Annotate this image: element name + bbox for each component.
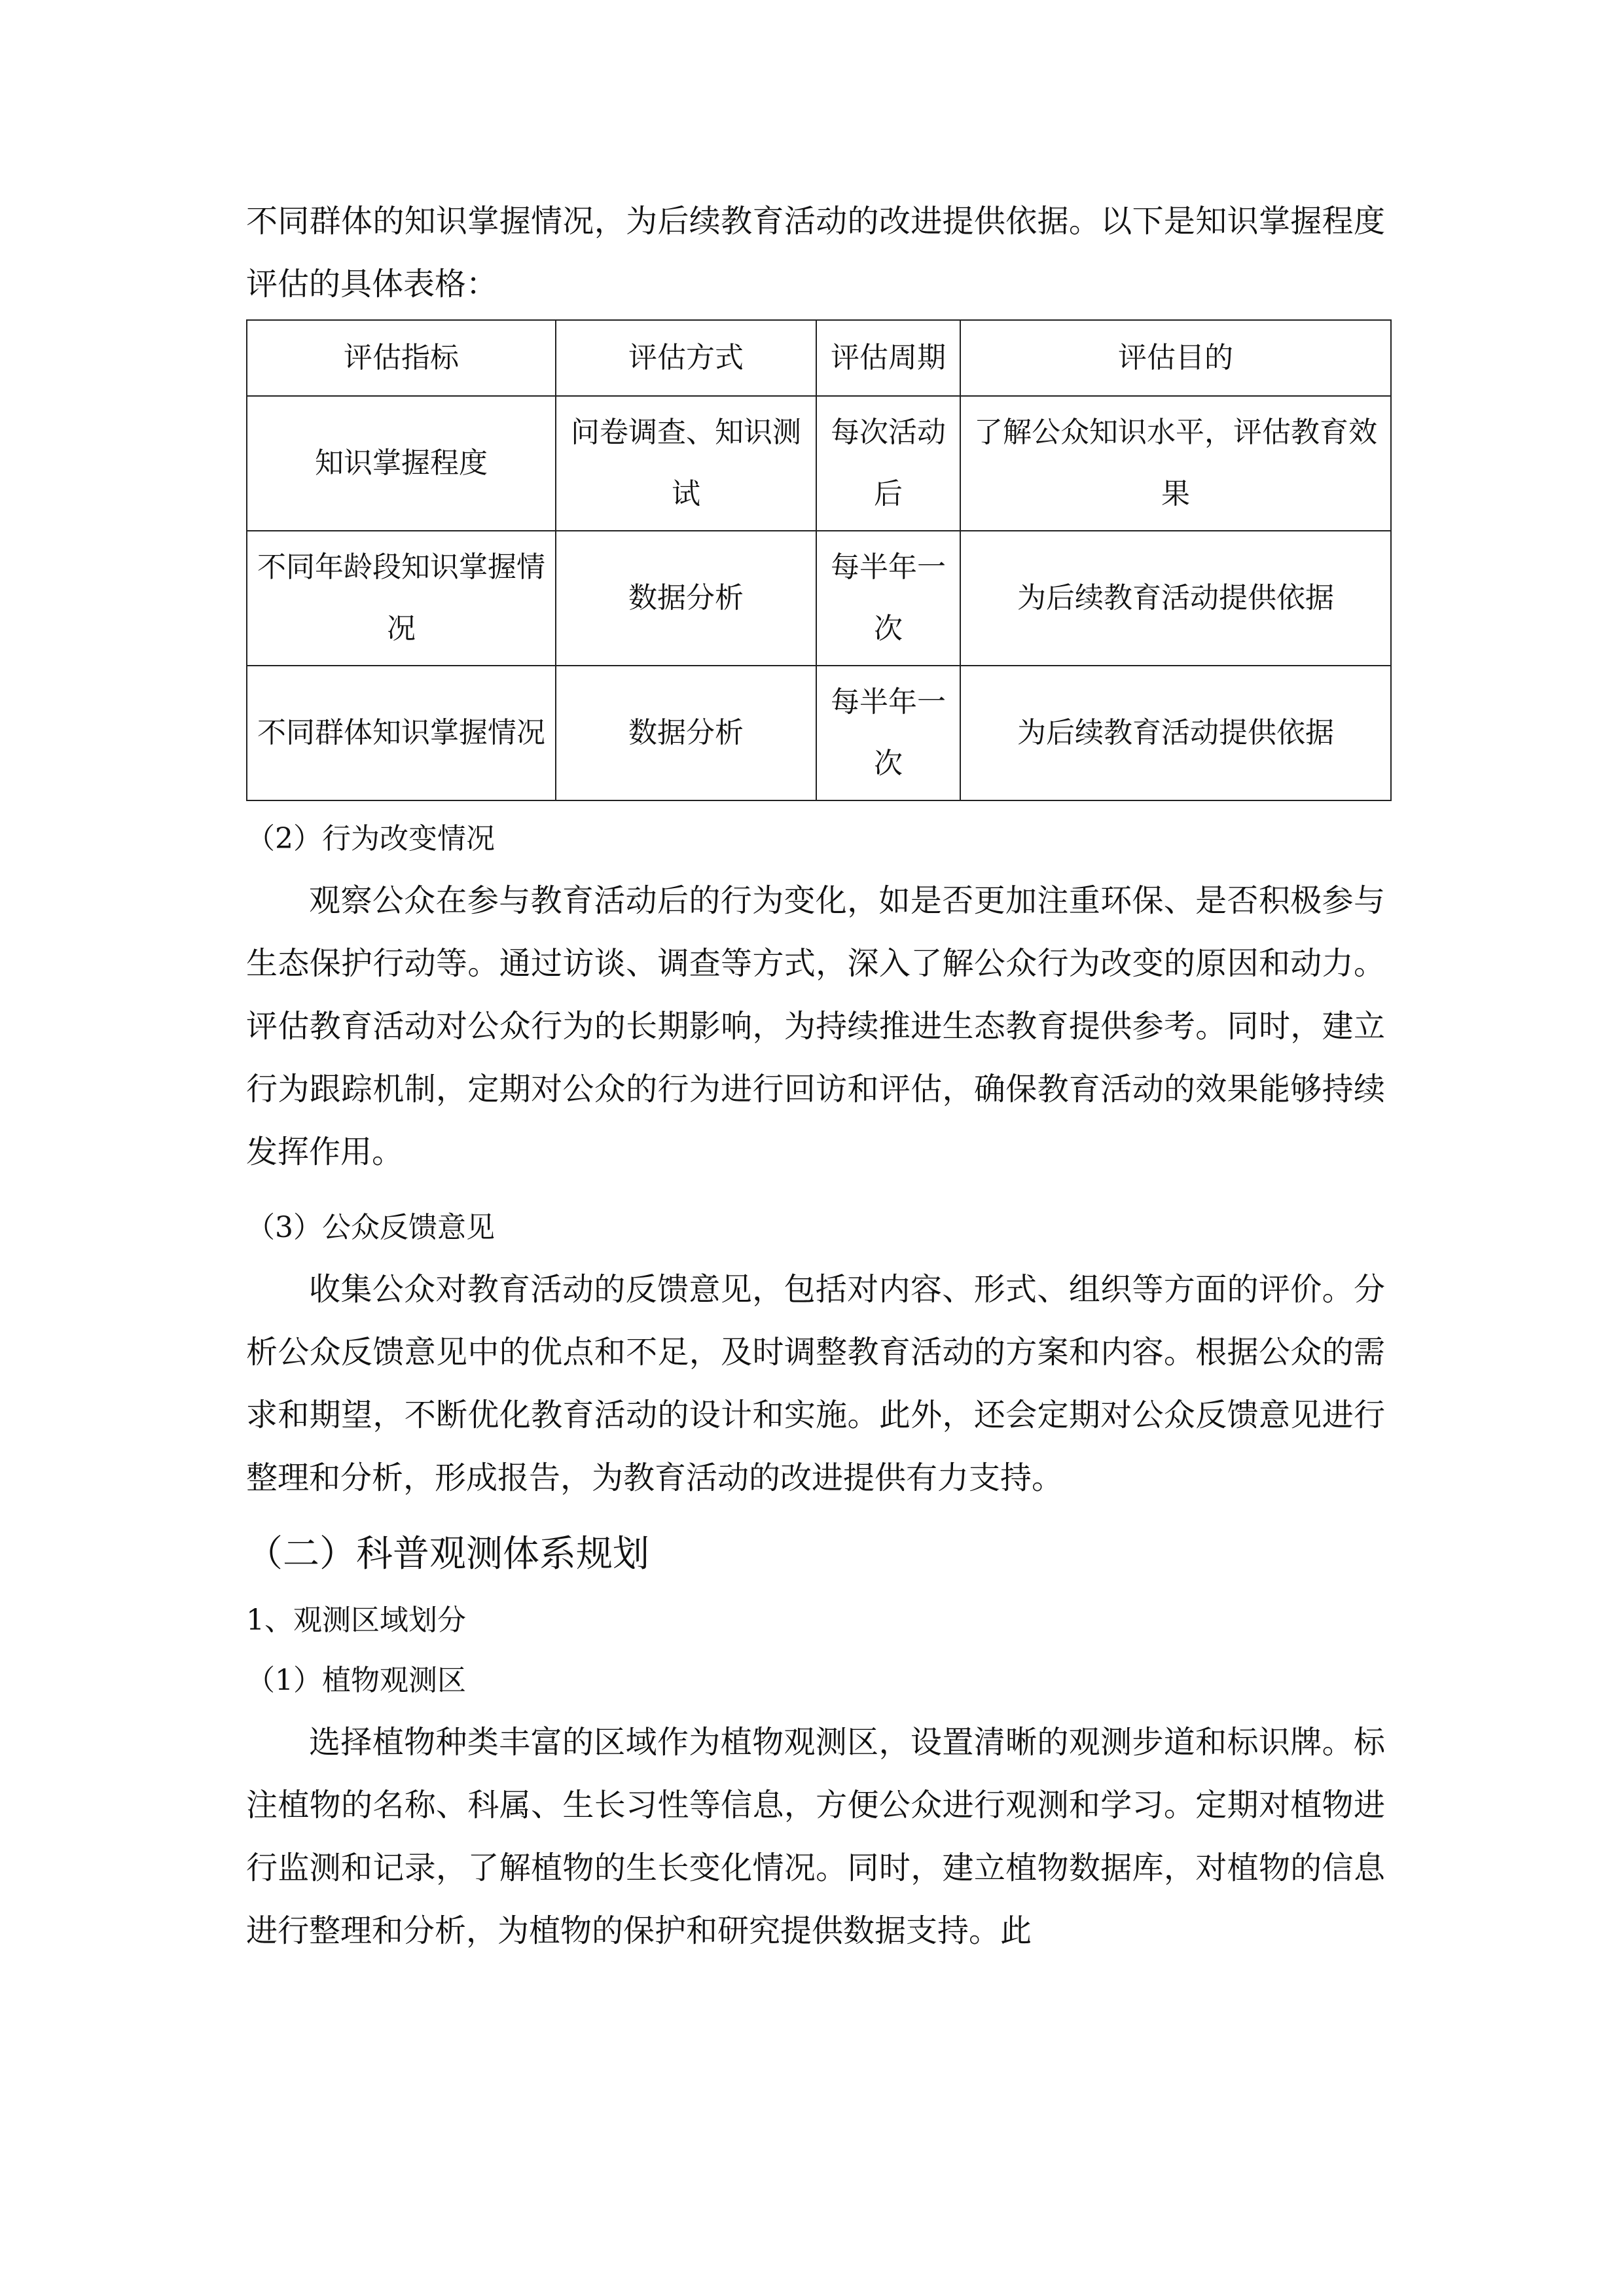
subsection-heading: 1、观测区域划分 [246, 1604, 466, 1637]
table-cell: 每半年一次 [816, 666, 960, 800]
table-row [247, 396, 1391, 531]
table-cell: 知识掌握程度 [247, 396, 556, 531]
plant-area-heading: （1）植物观测区 [246, 1664, 466, 1697]
section-title: （二）科普观测体系规划 [246, 1533, 649, 1575]
intro-paragraph: 不同群体的知识掌握情况，为后续教育活动的改进提供依据。以下是知识掌握程度评估的具体表格： [246, 203, 1385, 302]
table-cell: 数据分析 [556, 666, 816, 800]
table-cell: 为后续教育活动提供依据 [960, 531, 1391, 666]
table-header-cell: 评估指标 [247, 320, 556, 396]
table-cell: 每次活动后 [816, 396, 960, 531]
table-row [247, 531, 1391, 666]
table-header-cell: 评估周期 [816, 320, 960, 396]
table-cell: 问卷调查、知识测试 [556, 396, 816, 531]
behavior-heading: （2）行为改变情况 [246, 822, 495, 855]
table-row [247, 666, 1391, 800]
table-cell: 为后续教育活动提供依据 [960, 666, 1391, 800]
document-page [246, 190, 1385, 1962]
table-cell: 了解公众知识水平，评估教育效果 [960, 396, 1391, 531]
table-header-row [247, 320, 1391, 396]
feedback-paragraph: 收集公众对教育活动的反馈意见，包括对内容、形式、组织等方面的评价。分析公众反馈意见中的优点和不足，及时调整教育活动的方案和内容。根据公众的需求和期望，不断优化教育活动的设计和实施。此外，还会定期对公众反馈意见进行整理和分析，形成报告，为教育活动的改进提供有力支持。 [246, 1271, 1385, 1496]
table-header-cell: 评估方式 [556, 320, 816, 396]
behavior-paragraph: 观察公众在参与教育活动后的行为变化，如是否更加注重环保、是否积极参与生态保护行动等。通过访谈、调查等方式，深入了解公众行为改变的原因和动力。评估教育活动对公众行为的长期影响，为持续推进生态教育提供参考。同时，建立行为跟踪机制，定期对公众的行为进行回访和评估，确保教育活动的效果能够持续发挥作用。 [246, 882, 1385, 1170]
table-header-cell: 评估目的 [960, 320, 1391, 396]
plant-area-paragraph: 选择植物种类丰富的区域作为植物观测区，设置清晰的观测步道和标识牌。标注植物的名称、科属、生长习性等信息，方便公众进行观测和学习。定期对植物进行监测和记录，了解植物的生长变化情况。同时，建立植物数据库，对植物的信息进行整理和分析，为植物的保护和研究提供数据支持。此 [246, 1724, 1385, 1949]
evaluation-table [246, 319, 1392, 801]
table-cell: 不同群体知识掌握情况 [247, 666, 556, 800]
table-cell: 数据分析 [556, 531, 816, 666]
feedback-heading: （3）公众反馈意见 [246, 1211, 495, 1244]
table-cell: 每半年一次 [816, 531, 960, 666]
table-cell: 不同年龄段知识掌握情况 [247, 531, 556, 666]
